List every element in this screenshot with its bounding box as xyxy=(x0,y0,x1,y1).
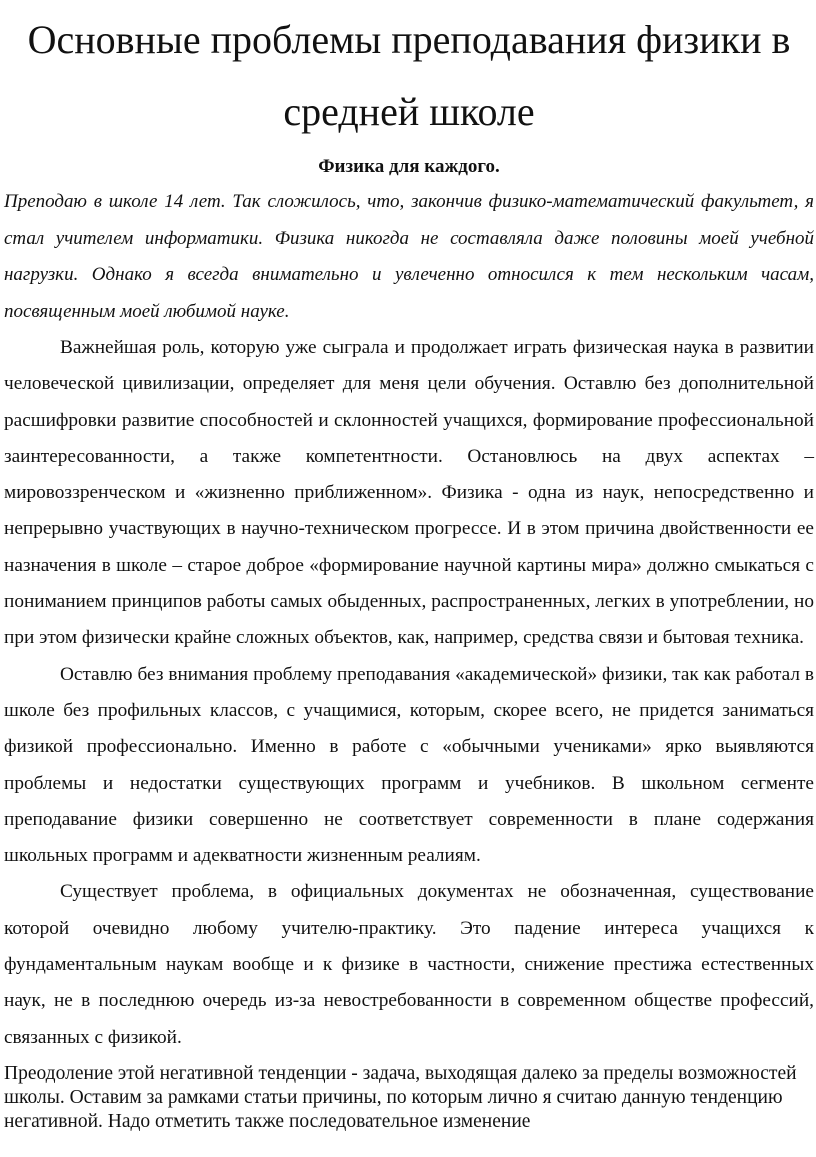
body-paragraph-3: Существует проблема, в официальных документах не обозначенная, существование которой очевидно любому учителю-практику. Это падение интереса учащихся к фундаментальным наукам вообще и к физике в частности, снижение престижа естественных наук, не в последнюю очередь из-за невостребованности в современном обществе профессий, связанных с физикой. xyxy=(4,881,814,1048)
body-paragraph-2: Оставлю без внимания проблему преподавания «академической» физики, так как работал в школе без профильных классов, с учащимися, которым, скорее всего, не придется заниматься физикой профессионально. Именно в работе с «обычными учениками» ярко выявляются проблемы и недостатки существующих программ и учебников. В школьном сегменте преподавание физики совершенно не соответствует современности в плане содержания школьных программ и адекватности жизненным реалиям. xyxy=(4,663,814,867)
body-paragraph-1: Важнейшая роль, которую уже сыграла и продолжает играть физическая наука в развитии человеческой цивилизации, определяет для меня цели обучения. Оставлю без дополнительной расшифровки развитие способностей и склонностей учащихся, формирование профессиональной заинтересованности, а также компетентности. Остановлюсь на двух аспектах – мировоззренческом и «жизненно приближенном». Физика - одна из наук, непосредственно и непрерывно участвующих в научно-техническом прогрессе. И в этом причина двойственности ее назначения в школе – старое доброе «формирование научной картины мира» должно смыкаться с пониманием принципов работы самых обыденных, распространенных, легких в употреблении, но при этом физически крайне сложных объектов, как, например, средства связи и бытовая техника. xyxy=(4,337,814,649)
intro-paragraph: Преподаю в школе 14 лет. Так сложилось, что, закончив физико-математический факультет, я стал учителем информатики. Физика никогда не составляла даже половины моей учебной нагрузки. Однако я всегда внимательно и увлеченно относился к тем нескольким часам, посвященным моей любимой науке. xyxy=(4,191,814,322)
tail-paragraph: Преодоление этой негативной тенденции - задача, выходящая далеко за пределы возможностей школы. Оставим за рамками статьи причины, по которым лично я считаю данную тенденцию негативной. Надо отметить также последовательное изменение xyxy=(4,1062,797,1132)
document-subtitle: Физика для каждого. xyxy=(318,156,500,177)
document-title: Основные проблемы преподавания физики в средней школе xyxy=(27,17,791,134)
document-page xyxy=(4,0,814,1134)
